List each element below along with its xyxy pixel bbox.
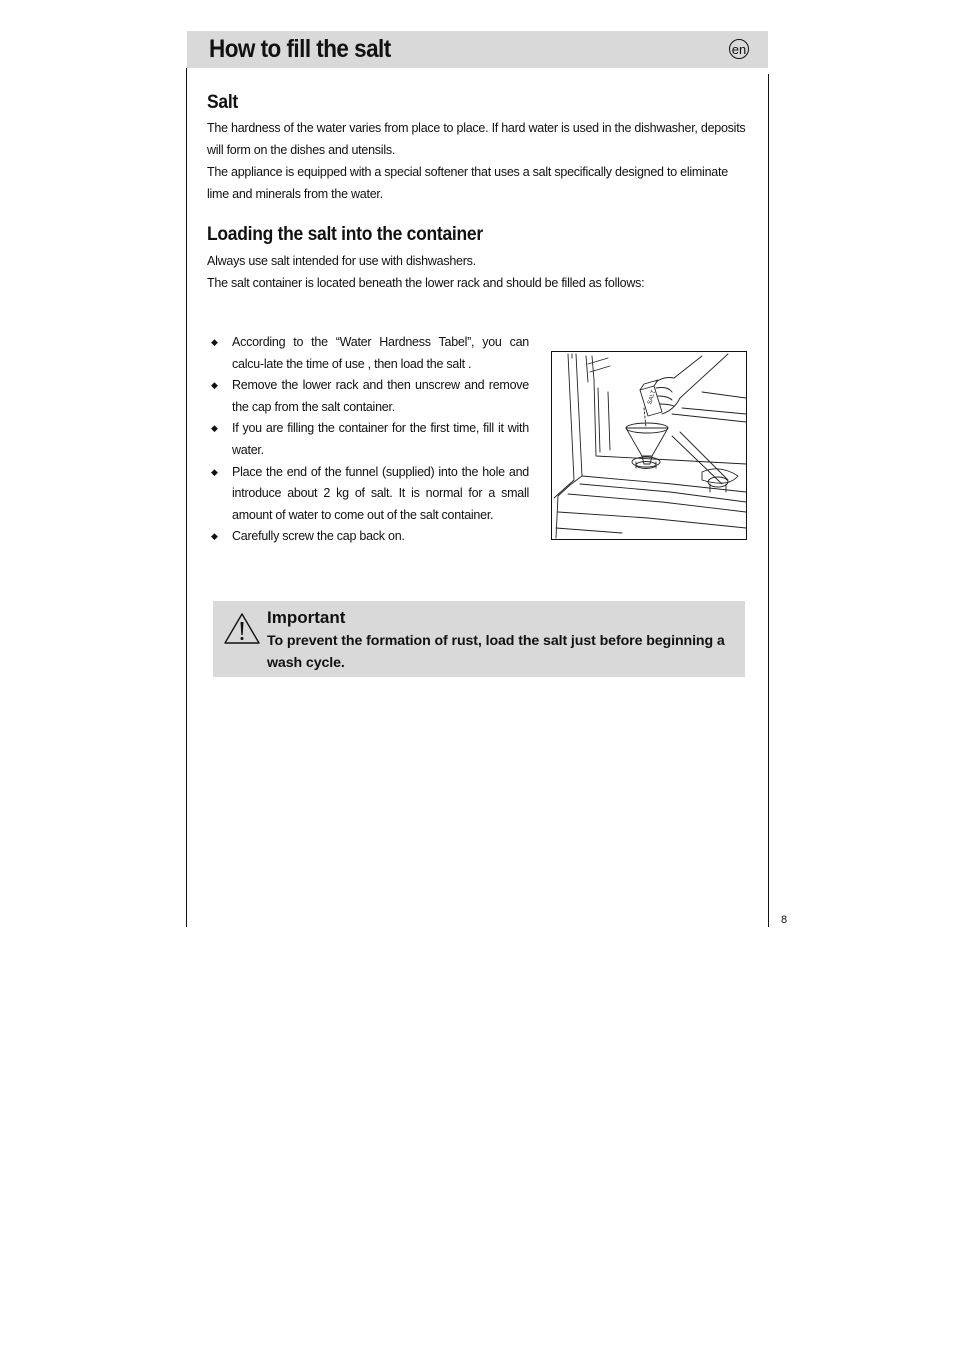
list-item — [211, 462, 529, 527]
list-item — [211, 375, 529, 418]
salt-filling-illustration — [551, 351, 747, 540]
loading-heading: Loading the salt into the container — [207, 224, 483, 245]
bullet-icon: ◆ — [211, 337, 218, 347]
important-text: To prevent the formation of rust, load the salt just before beginning a wash cycle. — [267, 633, 725, 671]
bullet-icon: ◆ — [211, 380, 218, 391]
right-margin-rule — [768, 74, 769, 927]
page-title: How to fill the salt — [209, 35, 391, 63]
warning-triangle-icon — [223, 612, 261, 646]
salt-section — [207, 92, 752, 205]
list-item — [211, 332, 529, 375]
illustration-box-label: SALT — [647, 389, 658, 406]
salt-paragraph: The appliance is equipped with a special softener that uses a salt specifically designed to eliminate lime and minerals from the water. — [207, 165, 728, 201]
loading-section — [207, 224, 752, 294]
salt-heading: Salt — [207, 92, 238, 113]
important-notice — [213, 601, 745, 677]
bullet-icon: ◆ — [211, 423, 218, 434]
loading-paragraph: Always use salt intended for use with dishwashers. — [207, 254, 476, 268]
step-text: If you are filling the container for the first time, fill it with water. — [232, 421, 529, 457]
list-item — [211, 418, 529, 461]
page-number: 8 — [781, 914, 788, 926]
bullet-icon: ◆ — [211, 531, 218, 542]
step-text: Remove the lower rack and then unscrew and remove the cap from the salt container. — [232, 378, 529, 414]
steps-list — [211, 332, 529, 548]
language-badge: en — [729, 39, 749, 59]
list-item — [211, 526, 529, 548]
salt-paragraph: The hardness of the water varies from place to place. If hard water is used in the dishwasher, deposits will form on the dishes and utensils. — [207, 121, 746, 157]
step-text: Place the end of the funnel (supplied) into the hole and introduce about 2 kg of salt. It is normal for a small amount of water to come out of the salt container. — [232, 464, 529, 522]
header-bar — [187, 31, 768, 68]
important-title: Important — [267, 608, 346, 627]
step-text: According to the “Water Hardness Tabel”, you can calcu-late the time of use , then load the salt . — [232, 335, 529, 371]
bullet-icon: ◆ — [211, 466, 218, 477]
loading-paragraph: The salt container is located beneath the lower rack and should be filled as follows: — [207, 276, 645, 290]
step-text: Carefully screw the cap back on. — [232, 529, 405, 544]
left-margin-rule — [186, 68, 187, 927]
